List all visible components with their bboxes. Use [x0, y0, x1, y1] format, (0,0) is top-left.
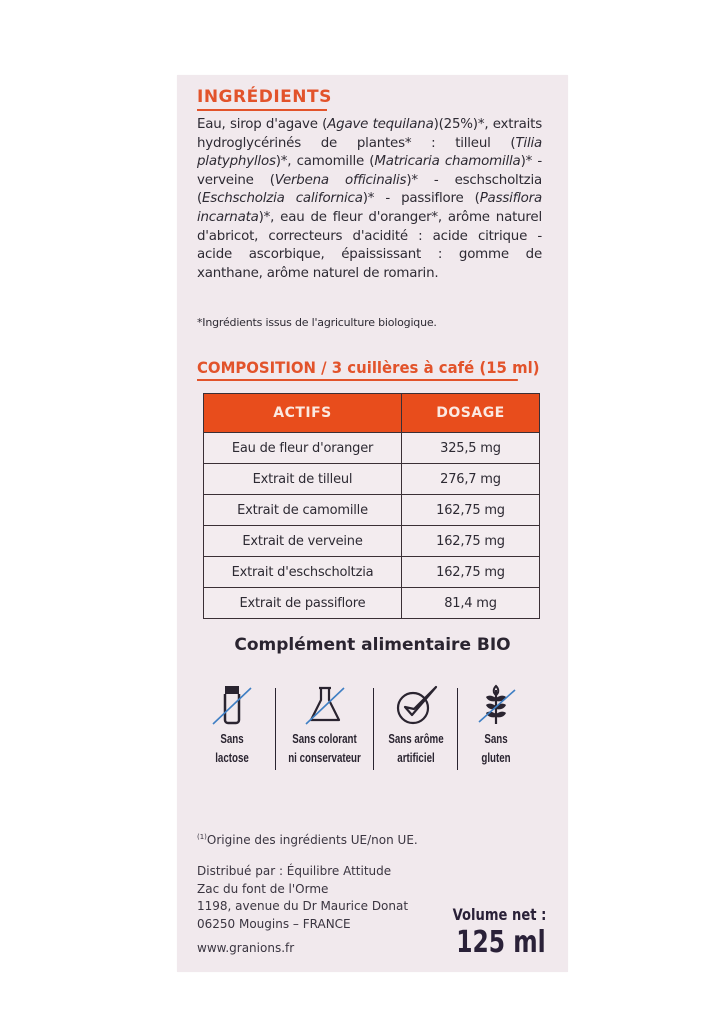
- ingredient-seg: )*, eau de fleur d'oranger*, arôme naturel d'abricot, correcteurs d'acidité : acide citrique - acide ascorbique, épaississant : gomme de xanthane, arôme naturel de romarin.: [197, 209, 542, 281]
- badge-lactose-free: [197, 680, 267, 780]
- active-dosage: 162,75 mg: [402, 526, 540, 557]
- badge-label: lactose: [215, 751, 249, 765]
- badge-label: artificiel: [397, 751, 435, 765]
- badge-label: Sans: [484, 732, 508, 746]
- active-name: Extrait de tilleul: [204, 464, 402, 495]
- table-row: [204, 464, 540, 495]
- origin-text: Origine des ingrédients UE/non UE.: [206, 833, 418, 847]
- table-row: [204, 557, 540, 588]
- active-dosage: 162,75 mg: [402, 495, 540, 526]
- badge-label: Sans colorant: [292, 732, 357, 746]
- origin-note: [197, 833, 418, 847]
- ingredients-text: [197, 116, 542, 283]
- bottle-icon: [207, 680, 257, 730]
- active-name: Extrait d'eschscholtzia: [204, 557, 402, 588]
- ingredient-seg: )(25%)*, extraits hydroglycérinés de plantes* : tilleul (: [197, 117, 542, 151]
- ingredient-seg: )*, camomille (: [275, 154, 375, 170]
- badge-label: ni conservateur: [288, 751, 361, 765]
- divider: [457, 688, 458, 770]
- active-dosage: 276,7 mg: [402, 464, 540, 495]
- flask-icon: [300, 680, 350, 730]
- table-row: [204, 526, 540, 557]
- badge-no-artificial-flavor: [375, 680, 457, 780]
- active-dosage: 81,4 mg: [402, 588, 540, 619]
- composition-table: [203, 393, 540, 619]
- ingredient-seg: )* - eschscholtzia (: [197, 172, 542, 207]
- ingredient-latin: Verbena officinalis: [274, 172, 407, 188]
- table-header-row: [204, 394, 540, 433]
- wheat-icon: [471, 680, 521, 730]
- active-name: Extrait de passiflore: [204, 588, 402, 619]
- product-label-card: [177, 75, 568, 972]
- active-name: Extrait de verveine: [204, 526, 402, 557]
- volume-value: 125 ml: [456, 925, 546, 960]
- ingredient-latin: Agave tequilana: [327, 117, 434, 132]
- badge-label: Sans arôme: [388, 732, 444, 746]
- origin-superscript: (1): [197, 833, 207, 841]
- distributor-line: 06250 Mougins – FRANCE: [197, 916, 351, 931]
- organic-footnote: *Ingrédients issus de l'agriculture biologique.: [197, 316, 437, 329]
- composition-title: COMPOSITION / 3 cuillères à café (15 ml): [197, 358, 518, 381]
- badge-label: gluten: [481, 751, 511, 765]
- active-name: Extrait de camomille: [204, 495, 402, 526]
- header-dosage: DOSAGE: [402, 394, 540, 433]
- website-link: www.granions.fr: [197, 941, 295, 955]
- ingredient-latin: Matricaria chamomilla: [374, 154, 521, 170]
- table-row: [204, 588, 540, 619]
- bio-supplement-title: Complément alimentaire BIO: [234, 635, 511, 655]
- distributor-line: Distribué par : Équilibre Attitude: [197, 864, 392, 878]
- active-dosage: 162,75 mg: [402, 557, 540, 588]
- active-name: Eau de fleur d'oranger: [204, 433, 402, 464]
- ingredient-latin: Passiflora incarnata: [197, 191, 542, 225]
- active-dosage: 325,5 mg: [402, 433, 540, 464]
- ingredient-seg: )* - passiflore (: [362, 191, 480, 207]
- volume-label: Volume net :: [452, 905, 546, 924]
- ingredient-seg: Eau, sirop d'agave (: [197, 117, 328, 132]
- distributor-line: 1198, avenue du Dr Maurice Donat: [197, 899, 409, 913]
- badge-no-colorant: [277, 680, 372, 780]
- badge-gluten-free: [461, 680, 531, 780]
- check-circle-icon: [391, 680, 441, 730]
- divider: [373, 688, 374, 770]
- divider: [275, 688, 276, 770]
- header-actifs: ACTIFS: [204, 394, 402, 433]
- ingredient-latin: Tilia platyphyllos: [197, 135, 542, 170]
- distributor-address: [197, 863, 408, 933]
- table-row: [204, 495, 540, 526]
- ingredient-latin: Eschscholzia californica: [202, 191, 363, 207]
- ingredient-seg: )* - verveine (: [197, 154, 542, 188]
- distributor-line: Zac du font de l'Orme: [197, 881, 329, 896]
- badge-label: Sans: [220, 732, 244, 746]
- table-row: [204, 433, 540, 464]
- ingredients-title: INGRÉDIENTS: [197, 87, 327, 111]
